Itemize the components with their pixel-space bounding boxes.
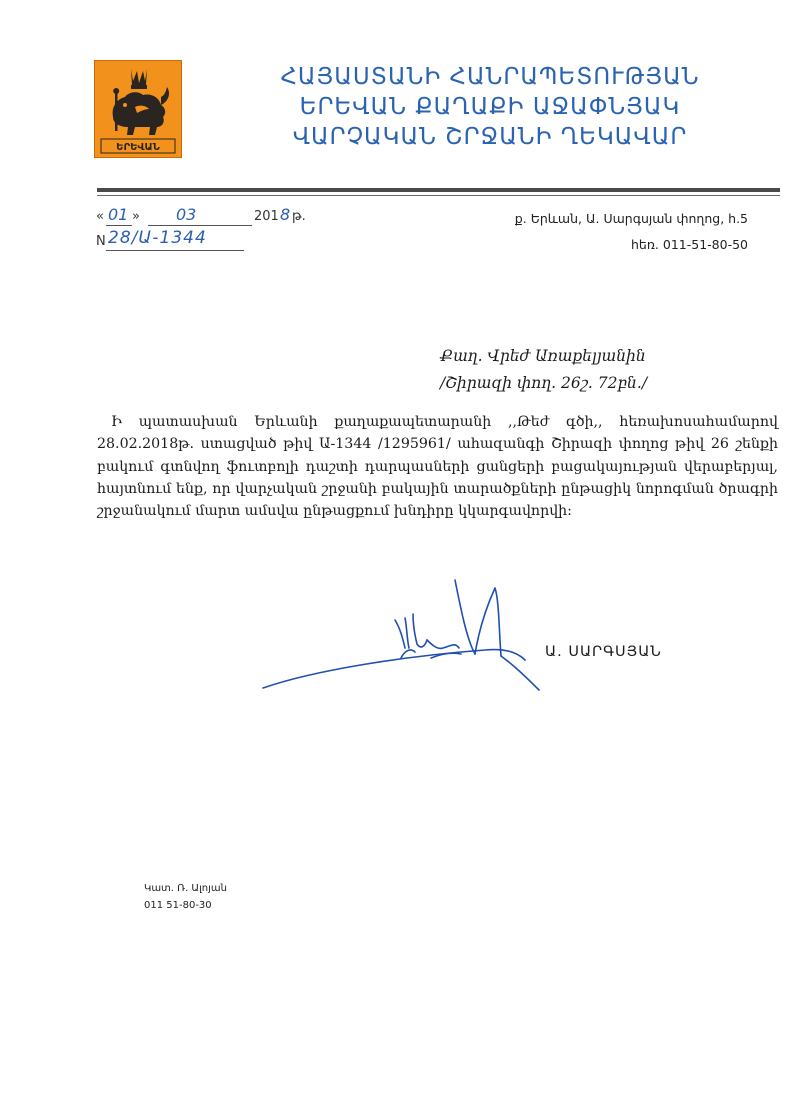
- letterhead-line-1: ՀԱՅԱՍՏԱՆԻ ՀԱՆՐԱՊԵՏՈՒԹՅԱՆ: [280, 64, 700, 90]
- number-value: 28/Ա-1344: [108, 228, 207, 248]
- date-quote-close: »: [132, 209, 140, 224]
- handwritten-signature: [255, 570, 555, 700]
- number-prefix: N: [96, 234, 106, 249]
- address-street: ք. Երևան, Ա. Սարգսյան փողոց, հ.5: [514, 211, 748, 226]
- yerevan-emblem: [94, 60, 182, 158]
- date-quote-open: «: [96, 209, 104, 224]
- letterhead-line-3: ՎԱՐՉԱԿԱՆ ՇՐՋԱՆԻ ՂԵԿԱՎԱՐ: [292, 124, 688, 150]
- header-divider-thin: [97, 195, 780, 196]
- document-number: [96, 226, 256, 252]
- letter-body: Ի պատասխան Երևանի քաղաքապետարանի ,,Թեժ գծի,, հեռախոսահամարով 28.02.2018թ. ստացված թիվ Ա-1344 /1295961/ ահազանգի Շիրազի փողոց թիվ 26 շենքի բակում գտնվող ֆուտբոլի դաշտի դարպասների ցանցերի բացակայության վերաբերյալ, հայտնում ենք, որ վարչական շրջանի բակային տարածքների ընթացիկ նորոգման ծրագրի շրջանակում մարտ ամսվա ընթացքում խնդիրը կկարգավորվի:: [97, 414, 778, 520]
- addressee-address: /Շիրազի փող. 26շ. 72բն./: [440, 374, 648, 392]
- executor-name: Կատ. Ռ. Ալոյան: [144, 883, 227, 894]
- sender-address: [515, 206, 748, 258]
- lion-emblem-icon: [95, 61, 181, 157]
- executor-phone: 011 51-80-30: [144, 900, 212, 911]
- letterhead-line-2: ԵՐԵՎԱՆ ՔԱՂԱՔԻ ԱՋԱՓՆՅԱԿ: [299, 94, 681, 120]
- addressee: [440, 343, 647, 397]
- date-day: 01: [108, 205, 129, 224]
- date-month: 03: [176, 205, 197, 224]
- header-divider-thick: [97, 188, 780, 192]
- signer-name: Ա. ՍԱՐԳՍՅԱՆ: [545, 644, 662, 660]
- address-phone: հեռ. 011-51-80-50: [630, 237, 748, 252]
- emblem-text: ԵՐԵՎԱՆ: [116, 142, 160, 153]
- letterhead-title: [240, 62, 740, 152]
- executor-info: [144, 880, 227, 914]
- number-underline: [106, 250, 244, 251]
- date-year-suffix: թ.: [292, 209, 306, 224]
- addressee-name: Քաղ. Վրեժ Առաքելյանին: [440, 347, 646, 365]
- date-year-digit: 8: [280, 205, 291, 224]
- date-year-prefix: 201: [254, 209, 279, 224]
